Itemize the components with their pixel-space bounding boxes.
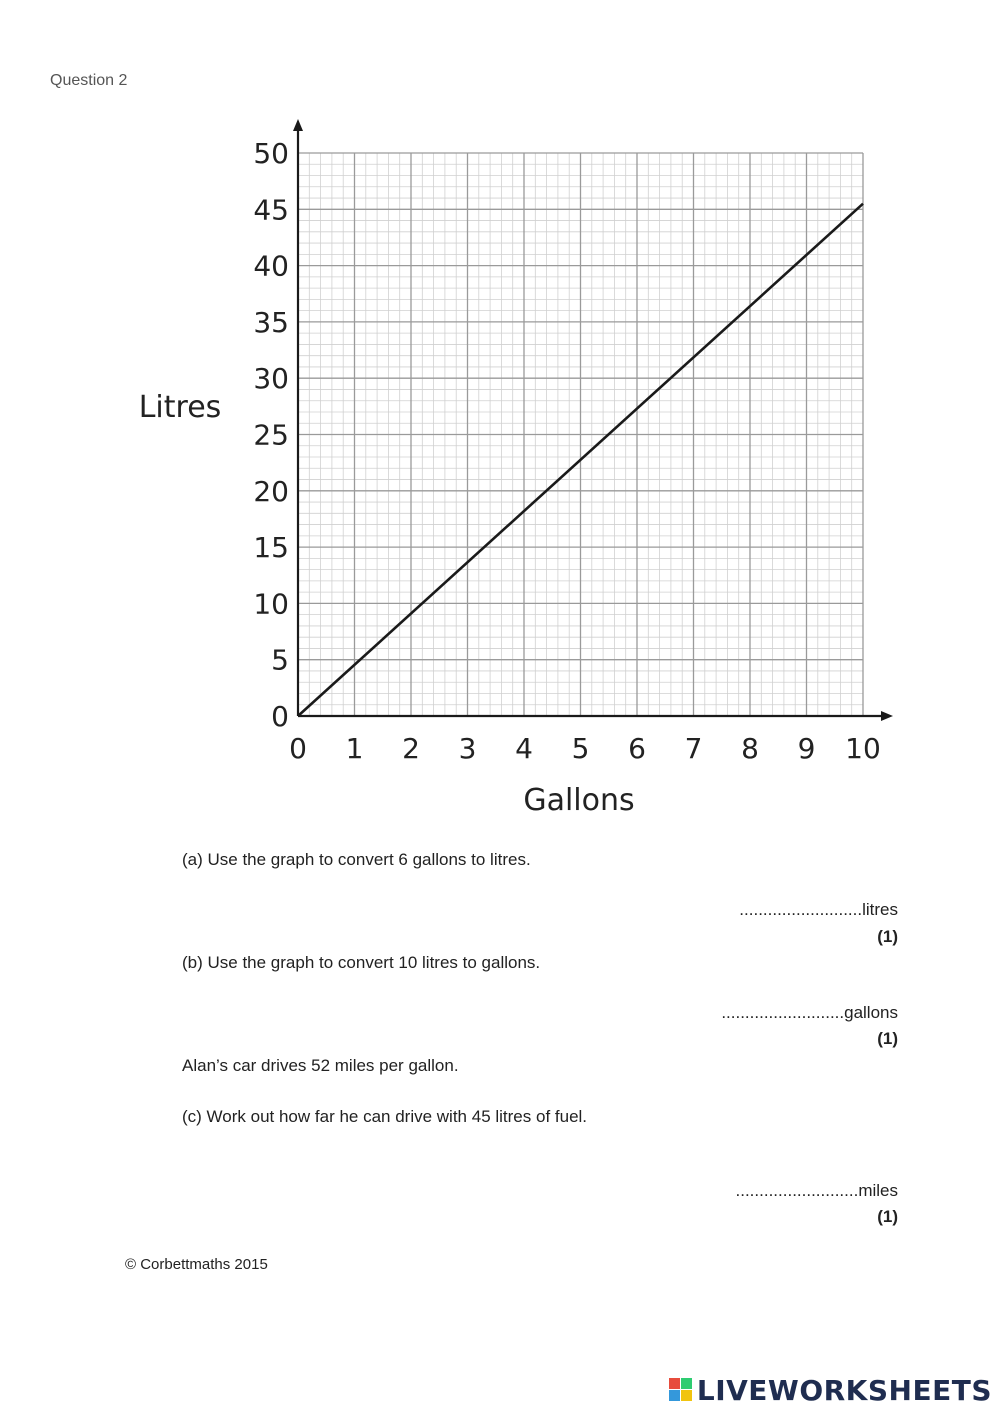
x-tick-label: 5: [571, 732, 590, 765]
x-tick-label: 8: [741, 732, 759, 765]
x-tick-label: 6: [628, 732, 646, 765]
marks-b: (1): [877, 1029, 898, 1048]
x-tick-label: 9: [797, 732, 816, 765]
question-label: Question 2: [50, 72, 128, 89]
x-tick-label: 4: [515, 732, 533, 765]
question-c-text: (c) Work out how far he can drive with 45 litres of fuel.: [182, 1107, 588, 1126]
x-tick-label: 1: [345, 732, 364, 765]
marks-a: (1): [877, 927, 898, 946]
y-tick-label: 25: [253, 418, 289, 452]
info-text: Alan’s car drives 52 miles per gallon.: [182, 1056, 459, 1075]
grid-major-lines: [298, 153, 863, 716]
y-tick-label: 5: [271, 643, 289, 677]
brand-text: LIVEWORKSHEETS: [696, 1373, 992, 1407]
y-axis-arrow-icon: [293, 119, 303, 131]
copyright: © Corbettmaths 2015: [125, 1256, 268, 1273]
y-tick-label: 10: [253, 587, 289, 621]
answer-a-blank[interactable]: ..........................litres: [739, 900, 898, 919]
x-tick-labels: [289, 732, 881, 765]
y-axis-label: Litres: [138, 390, 222, 425]
y-tick-labels: [253, 137, 289, 733]
x-tick-label: 7: [684, 732, 703, 765]
y-tick-label: 30: [253, 362, 289, 396]
x-tick-label: 2: [402, 732, 420, 765]
liveworksheets-brand[interactable]: [669, 1374, 992, 1406]
y-tick-label: 20: [253, 474, 289, 508]
answer-b-blank[interactable]: ..........................gallons: [721, 1003, 898, 1022]
x-tick-label: 0: [289, 732, 307, 765]
y-tick-label: 50: [253, 137, 289, 170]
y-tick-label: 15: [253, 531, 289, 565]
x-tick-label: 3: [458, 732, 477, 765]
x-axis-label: Gallons: [523, 783, 635, 818]
brand-logo-icon: [669, 1378, 693, 1402]
y-tick-label: 0: [271, 700, 289, 733]
answer-c-blank[interactable]: ..........................miles: [735, 1181, 898, 1200]
y-tick-label: 40: [253, 249, 289, 283]
x-tick-label: 10: [845, 732, 881, 765]
marks-c: (1): [877, 1207, 898, 1226]
x-axis-arrow-icon: [881, 711, 893, 721]
y-tick-label: 45: [253, 193, 289, 227]
question-a-text: (a) Use the graph to convert 6 gallons to litres.: [182, 850, 531, 869]
question-b-text: (b) Use the graph to convert 10 litres to gallons.: [182, 953, 541, 972]
y-tick-label: 35: [253, 305, 289, 339]
